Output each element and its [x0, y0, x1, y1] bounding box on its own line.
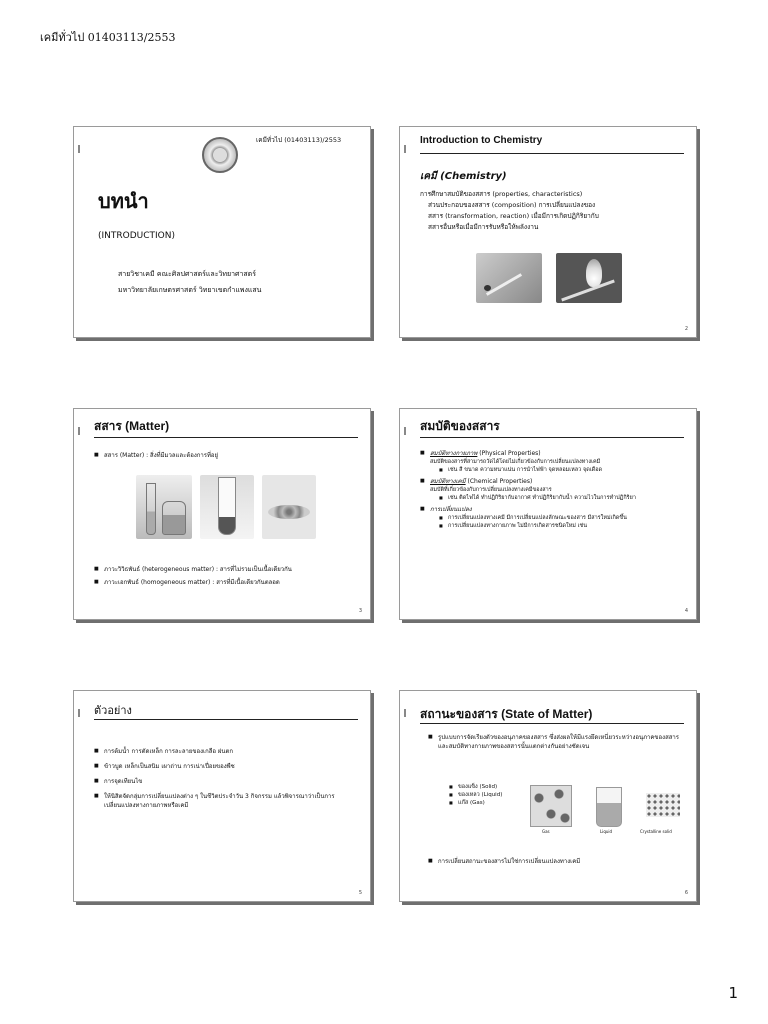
solid-label: Crystalline solid — [640, 829, 672, 834]
slide-4 — [399, 408, 697, 620]
slide-6-title: สถานะของสาร (State of Matter) — [420, 707, 593, 721]
state-list: ■ ของแข็ง (Solid) ■ ของเหลว (Liquid) ■ แก๊ส (Gas) — [440, 783, 502, 807]
page-header: เคมีทั่วไป 01403113/2553 — [40, 31, 176, 44]
course-label: เคมีทั่วไป (01403113)/2553 — [256, 136, 342, 144]
slide-number: 2 — [684, 326, 688, 332]
university-seal-icon — [202, 137, 238, 173]
state-definition: ■ รูปแบบการจัดเรียงตัวของอนุภาคของสสาร ซึ่งส่งผลให้มีแรงยึดเหนี่ยวระหว่างอนุภาคของสสารและสมบัติทางกายภาพของสสารนั้นแตกต่างกันอย่างชัดเจน — [428, 733, 684, 751]
dish-image — [262, 475, 316, 539]
chemistry-definition: การศึกษาสมบัติของสสาร (properties, characteristics) ส่วนประกอบของสสาร (composition) การเปลี่ยนแปลงของ สสาร (transformation, reaction) เมื่อมีการเกิดปฏิกิริยากับ สสารอื่นหรือเมื่อมีการรับหรือให้พลังงาน — [420, 190, 599, 231]
transformation: ■ การเปลี่ยนแปลง ■ การเปลี่ยนแปลงทางเคมี มีการเปลี่ยนแปลงลักษณะของสาร มีสารใหม่เกิดขึ้น ■ การเปลี่ยนแปลงทางกายภาพ ไม่มีการเกิดสารชนิดใหม่ เช่น — [420, 505, 684, 530]
example-4: ■ ให้นิสิตจัดกลุ่มการเปลี่ยนแปลงต่าง ๆ ในชีวิตประจำวัน 3 กิจกรรม แล้วพิจารณาว่าเป็นการเปลี่ยนแปลงทางกายภาพหรือเคมี — [94, 792, 358, 810]
slide-1 — [73, 126, 371, 338]
gas-label: Gas — [542, 829, 550, 834]
physical-properties: ■ สมบัติทางกายภาพ (Physical Properties) สมบัติของสารที่สามารถวัดได้โดยไม่เกี่ยวข้องกับการเปลี่ยนแปลงทางเคมี ■ เช่น สี ขนาด ความหนาแน่น การนำไฟฟ้า จุดหลอมเหลว จุดเดือด — [420, 449, 684, 474]
states-of-matter-figure — [526, 781, 686, 841]
heterogeneous-text: ■ ภาวะวิวิธพันธ์ (heterogeneous matter) : สารที่ไม่รวมเป็นเนื้อเดียวกัน — [94, 565, 358, 574]
slide-2 — [399, 126, 697, 338]
flask-image — [136, 475, 192, 539]
chemistry-heading: เคมี (Chemistry) — [420, 171, 507, 182]
matter-definition: ■ สสาร (Matter) : สิ่งที่มีมวลและต้องการที่อยู่ — [94, 451, 358, 460]
slide-number: 3 — [358, 608, 362, 614]
slide-number: 6 — [684, 890, 688, 896]
slide-6 — [399, 690, 697, 902]
homogeneous-text: ■ ภาวะเอกพันธ์ (homogeneous matter) : สารที่มีเนื้อเดียวกันตลอด — [94, 578, 358, 587]
state-change-note: ■ การเปลี่ยนสถานะของสารไม่ใช่การเปลี่ยนแปลงทางเคมี — [428, 857, 684, 866]
page-number: 1 — [728, 984, 738, 1002]
slide-number: 4 — [684, 608, 688, 614]
slide-3 — [73, 408, 371, 620]
chemical-properties: ■ สมบัติทางเคมี (Chemical Properties) สมบัติที่เกี่ยวข้องกับการเปลี่ยนแปลงทางเคมีของสาร ■ เช่น ติดไฟได้ ทำปฏิกิริยากับอากาศ ทำปฏิกิริยากับน้ำ ความไวในการทำปฏิกิริยา — [420, 477, 684, 502]
burning-match-image — [556, 253, 622, 303]
university-text: มหาวิทยาลัยเกษตรศาสตร์ วิทยาเขตกำแพงแสน — [118, 286, 262, 294]
example-2: ■ ข้าวบูด เหล็กเป็นสนิม เผาถ่าน การเน่าเปื่อยของพืช — [94, 762, 358, 771]
slide-5 — [73, 690, 371, 902]
slide-5-title: ตัวอย่าง — [94, 705, 132, 717]
example-1: ■ การต้มน้ำ การตัดเหล็ก การละลายของเกลือ ฝนตก — [94, 747, 358, 756]
slide-1-subtitle: (INTRODUCTION) — [98, 231, 176, 241]
slide-1-title: บทนำ — [98, 189, 149, 213]
liquid-label: Liquid — [600, 829, 613, 834]
department-text: สายวิชาเคมี คณะศิลปศาสตร์และวิทยาศาสตร์ — [118, 270, 256, 278]
slide-2-title: Introduction to Chemistry — [420, 135, 543, 146]
match-image — [476, 253, 542, 303]
slide-3-title: สสาร (Matter) — [94, 419, 170, 433]
example-3: ■ การจุดเทียนไข — [94, 777, 358, 786]
test-tube-image — [200, 475, 254, 539]
slide-number: 5 — [358, 890, 362, 896]
slide-4-title: สมบัติของสสาร — [420, 419, 500, 433]
